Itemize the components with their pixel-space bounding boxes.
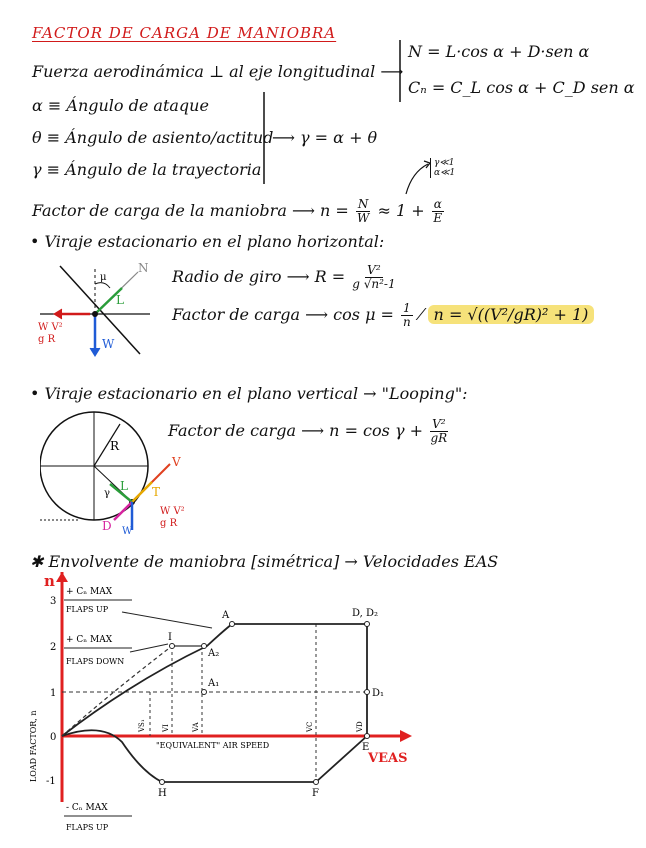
ytick-1: 1 [50,688,57,699]
small-angle-arrow [402,158,432,198]
slash-divider: ⁄ [419,305,428,324]
cond-alpha: α≪1 [434,168,456,178]
gamma-definition: γ ≡ Ángulo de la trayectoria [32,160,262,179]
small-angle-conditions [430,158,455,178]
L-label: L [120,479,128,493]
horizontal-heading: • Viraje estacionario en el plano horizontal: [30,232,385,251]
vn-envelope-chart [22,572,442,838]
n-equation: N = L·cos α + D·sen α [408,42,590,61]
R-label: R [110,439,120,453]
radio-giro-line [172,264,398,291]
vertical-heading: • Viraje estacionario en el plano vertical → "Looping": [30,384,468,403]
factor-label: Factor de carga [172,305,301,324]
point-F: F [312,788,319,799]
arrow-right-icon: ⟶ [305,305,334,324]
n-den: W [356,211,370,225]
fuerza-label: Fuerza aerodinámica ⊥ al eje longitudinal [32,62,376,81]
T-label: T [152,485,161,499]
arrow-right-icon: ⟶ [301,421,330,440]
speed-vd: VD [356,721,364,732]
ytick-3: 3 [50,596,57,607]
R-den: g √n²-1 [352,277,396,291]
factor-label: Factor de carga de la maniobra [32,201,287,220]
cos-den: n [403,315,411,329]
page-title: FACTOR DE CARGA DE MANIOBRA [32,24,337,42]
arrow-right-icon: ⟶ [291,201,320,220]
cos-fraction [401,302,413,329]
label-cn-max-down: + Cₙ MAX [66,635,113,645]
v-frac-num: W V² [160,506,185,517]
factor-carga-line [32,198,446,225]
cos-lhs: cos μ = [333,305,394,324]
xaxis-label: "EQUIVALENT" AIR SPEED [156,741,270,750]
label-flaps-down: FLAPS DOWN [66,657,125,666]
speed-vc: VC [306,721,314,732]
factor-carga-vertical [168,418,450,445]
L-label: L [116,293,124,307]
arrow-right-icon: ⟶ [272,128,301,147]
N-label: N [138,261,149,275]
v-num: V² [432,417,446,431]
speed-va: VA [192,722,200,732]
point-D1: D₁ [372,688,385,699]
alpha-fraction [432,198,444,225]
n-highlighted-formula: n = √((V²/gR)² + 1) [428,305,595,324]
gamma-equation [272,128,377,147]
W-label: W [122,526,133,537]
approx-text: ≈ 1 + [377,201,425,220]
alpha-den: E [433,211,443,225]
gamma-label: γ [104,488,110,499]
speed-vs1: VS₁ [138,719,146,732]
radio-label: Radio de giro [172,267,282,286]
V-label: V [172,455,181,469]
R-num: V² [367,263,381,277]
point-E: E [362,742,370,753]
v-fraction [430,418,447,445]
ytick-2: 2 [50,642,57,653]
axis-veas-label: VEAS [368,751,408,766]
envelope-heading: ✱ Envolvente de maniobra [simétrica] → Velocidades EAS [30,552,499,571]
left-frac-den: g R [38,334,56,345]
label-flaps-up: FLAPS UP [66,605,109,614]
theta-definition: θ ≡ Ángulo de asiento/actitud [32,128,274,147]
W-label: W [102,337,115,351]
R-fraction [352,264,395,291]
n-lhs: n = [319,201,349,220]
factor-carga-horizontal [172,302,594,329]
label-neg-cn-max: - Cₙ MAX [66,803,108,813]
bracket-divider-2 [262,92,266,184]
arrow-right-icon: ⟶ [286,267,315,286]
horizontal-turn-figure [30,258,170,370]
label-neg-flaps-up: FLAPS UP [66,823,109,832]
cond-gamma: γ≪1 [434,158,455,168]
arrow-right-icon: ⟶ [380,62,404,81]
point-D-D2: D, D₂ [352,608,379,619]
point-H: H [158,788,167,799]
cn-equation: Cₙ = C_L cos α + C_D sen α [408,78,635,97]
D-label: D [102,519,112,533]
label-cn-max-up: + Cₙ MAX [66,587,113,597]
point-A2: A₂ [208,648,220,659]
n-vert-lhs: n = cos γ + [329,421,423,440]
gamma-eq-text: γ = α + θ [300,128,378,147]
ytick-0: 0 [50,732,57,743]
v-den: gR [430,431,448,445]
R-lhs: R = [314,267,346,286]
alpha-definition: α ≡ Ángulo de ataque [32,96,209,115]
point-A: A [222,610,230,621]
bracket-divider [398,40,402,102]
n-num: N [357,197,369,211]
ytick-neg1: -1 [46,776,56,787]
y-axis-title: LOAD FACTOR, n [29,710,38,782]
point-I: I [168,632,172,643]
factor-label: Factor de carga [168,421,297,440]
left-frac-num: W V² [38,322,63,333]
axis-n-label: n [44,572,55,590]
point-A1: A₁ [208,678,220,689]
n-fraction [356,198,371,225]
mu-label: μ [100,272,107,283]
looping-figure [40,410,210,538]
speed-vi: VI [162,724,170,732]
alpha-num: α [433,197,442,211]
v-frac-den: g R [160,518,178,529]
cos-num: 1 [403,301,411,315]
fuerza-text [32,62,403,81]
